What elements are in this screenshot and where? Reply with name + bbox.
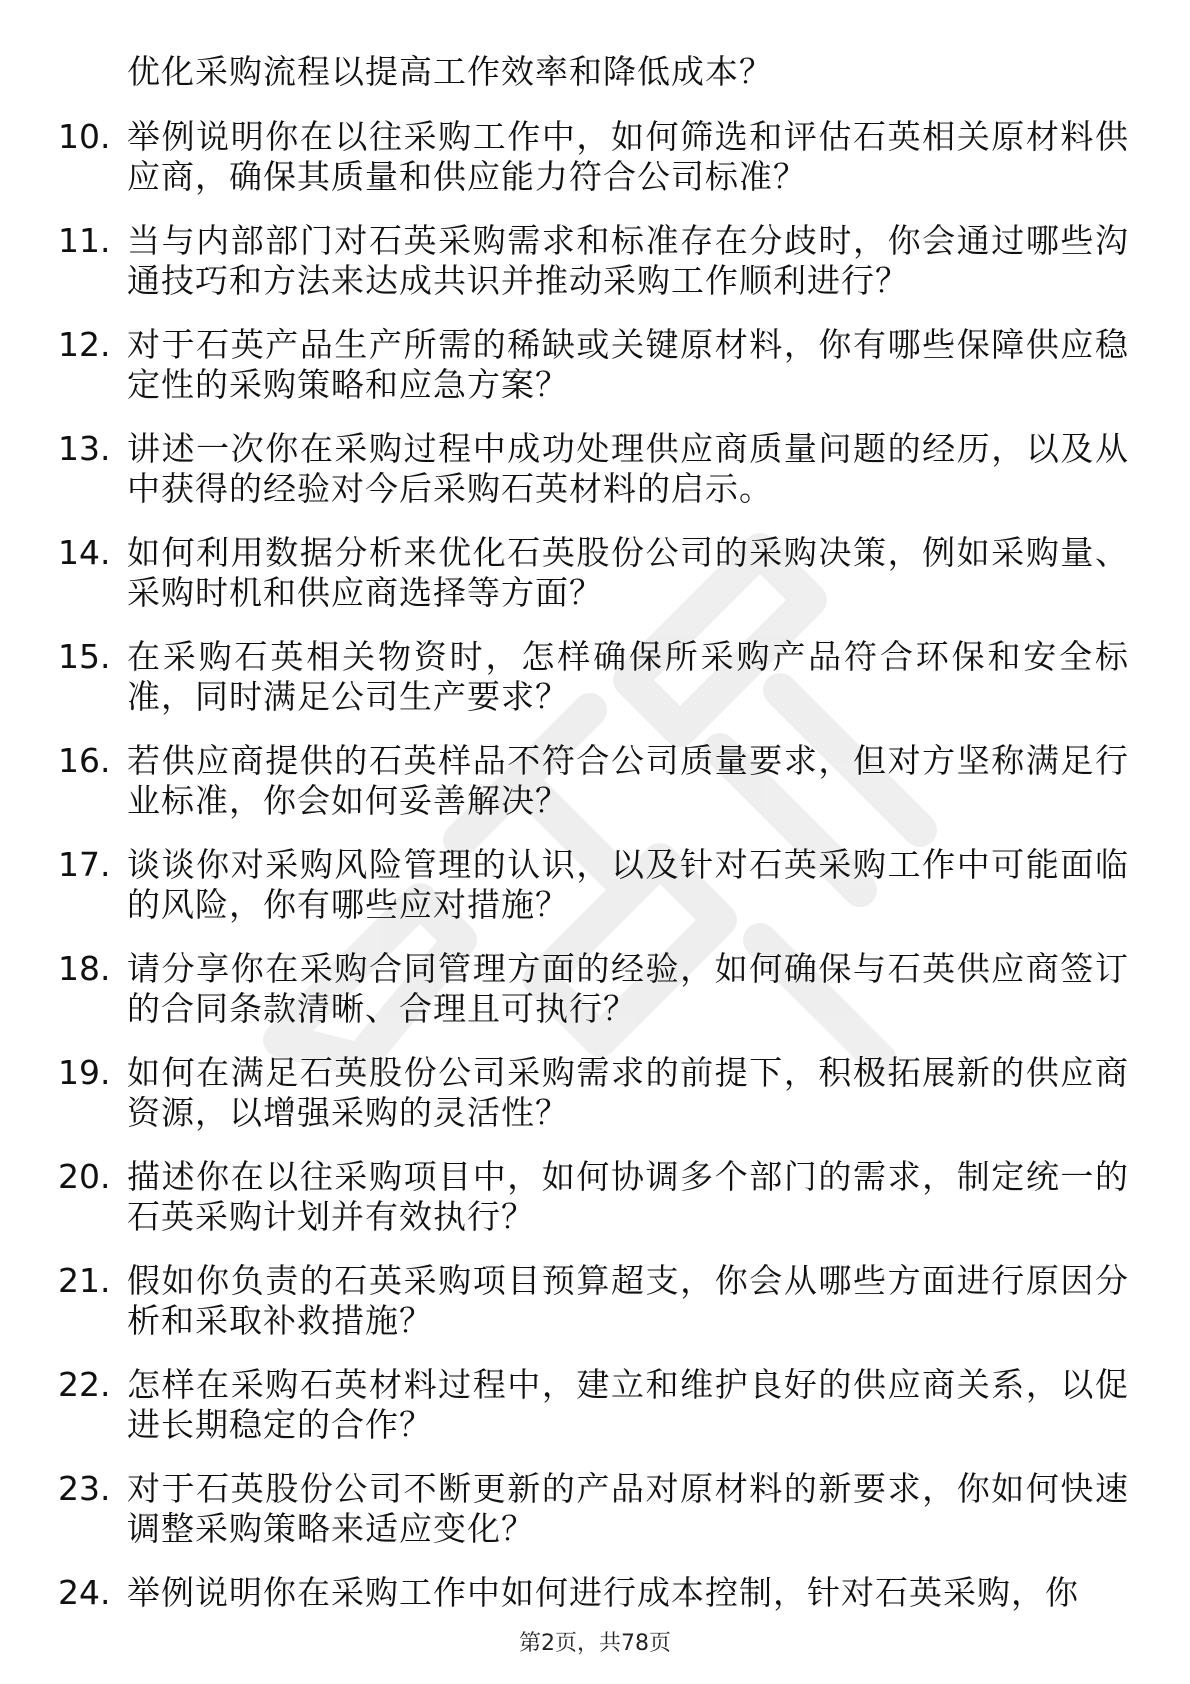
list-item bbox=[0, 325, 1190, 429]
question-number: 21. bbox=[58, 1261, 111, 1300]
question-text: 请分享你在采购合同管理方面的经验，如何确保与石英供应商签订的合同条款清晰、合理且可执行？ bbox=[127, 949, 1129, 1028]
question-number: 22. bbox=[58, 1365, 111, 1404]
question-number: 11. bbox=[58, 221, 111, 260]
question-text: 描述你在以往采购项目中，如何协调多个部门的需求，制定统一的石英采购计划并有效执行？ bbox=[127, 1157, 1129, 1236]
list-item bbox=[0, 1157, 1190, 1261]
question-number: 15. bbox=[58, 637, 111, 676]
question-text: 举例说明你在以往采购工作中，如何筛选和评估石英相关原材料供应商，确保其质量和供应能力符合公司标准？ bbox=[127, 117, 1129, 196]
question-text: 当与内部部门对石英采购需求和标准存在分歧时，你会通过哪些沟通技巧和方法来达成共识并推动采购工作顺利进行？ bbox=[127, 221, 1129, 300]
question-number: 24. bbox=[58, 1573, 111, 1612]
question-text: 谈谈你对采购风险管理的认识，以及针对石英采购工作中可能面临的风险，你有哪些应对措施？ bbox=[127, 845, 1129, 924]
question-number: 13. bbox=[58, 429, 111, 468]
question-text: 讲述一次你在采购过程中成功处理供应商质量问题的经历，以及从中获得的经验对今后采购石英材料的启示。 bbox=[127, 429, 1129, 508]
list-item bbox=[0, 533, 1190, 637]
list-item bbox=[0, 1365, 1190, 1469]
page-number-footer: 第2页，共78页 bbox=[519, 1631, 671, 1656]
question-text: 举例说明你在采购工作中如何进行成本控制，针对石英采购，你 bbox=[127, 1573, 1079, 1612]
list-item bbox=[0, 117, 1190, 221]
question-number: 12. bbox=[58, 325, 111, 364]
question-list bbox=[0, 117, 1190, 1677]
list-item bbox=[0, 429, 1190, 533]
list-item bbox=[0, 637, 1190, 741]
question-number: 17. bbox=[58, 845, 111, 884]
list-item bbox=[0, 1261, 1190, 1365]
question-number: 19. bbox=[58, 1053, 111, 1092]
question-number: 14. bbox=[58, 533, 111, 572]
question-number: 20. bbox=[58, 1157, 111, 1196]
question-text: 若供应商提供的石英样品不符合公司质量要求，但对方坚称满足行业标准，你会如何妥善解决？ bbox=[127, 741, 1129, 820]
list-item bbox=[0, 949, 1190, 1053]
question-text: 在采购石英相关物资时，怎样确保所采购产品符合环保和安全标准，同时满足公司生产要求？ bbox=[127, 637, 1129, 716]
question-number: 23. bbox=[58, 1469, 111, 1508]
question-text: 对于石英产品生产所需的稀缺或关键原材料，你有哪些保障供应稳定性的采购策略和应急方案？ bbox=[127, 325, 1129, 404]
list-item bbox=[0, 1469, 1190, 1573]
question-number: 18. bbox=[58, 949, 111, 988]
list-item bbox=[0, 741, 1190, 845]
list-item bbox=[0, 1053, 1190, 1157]
question-text: 假如你负责的石英采购项目预算超支，你会从哪些方面进行原因分析和采取补救措施？ bbox=[127, 1261, 1129, 1340]
list-item bbox=[0, 1573, 1190, 1677]
question-number: 10. bbox=[58, 117, 111, 156]
question-text: 如何利用数据分析来优化石英股份公司的采购决策，例如采购量、采购时机和供应商选择等方面？ bbox=[127, 533, 1129, 612]
list-item bbox=[0, 221, 1190, 325]
question-number: 16. bbox=[58, 741, 111, 780]
list-item bbox=[0, 845, 1190, 949]
question-text: 如何在满足石英股份公司采购需求的前提下，积极拓展新的供应商资源，以增强采购的灵活性？ bbox=[127, 1053, 1129, 1132]
question-text: 对于石英股份公司不断更新的产品对原材料的新要求，你如何快速调整采购策略来适应变化？ bbox=[127, 1469, 1129, 1548]
question-text: 怎样在采购石英材料过程中，建立和维护良好的供应商关系，以促进长期稳定的合作？ bbox=[127, 1365, 1129, 1444]
continued-question-text: 优化采购流程以提高工作效率和降低成本？ bbox=[127, 52, 773, 91]
